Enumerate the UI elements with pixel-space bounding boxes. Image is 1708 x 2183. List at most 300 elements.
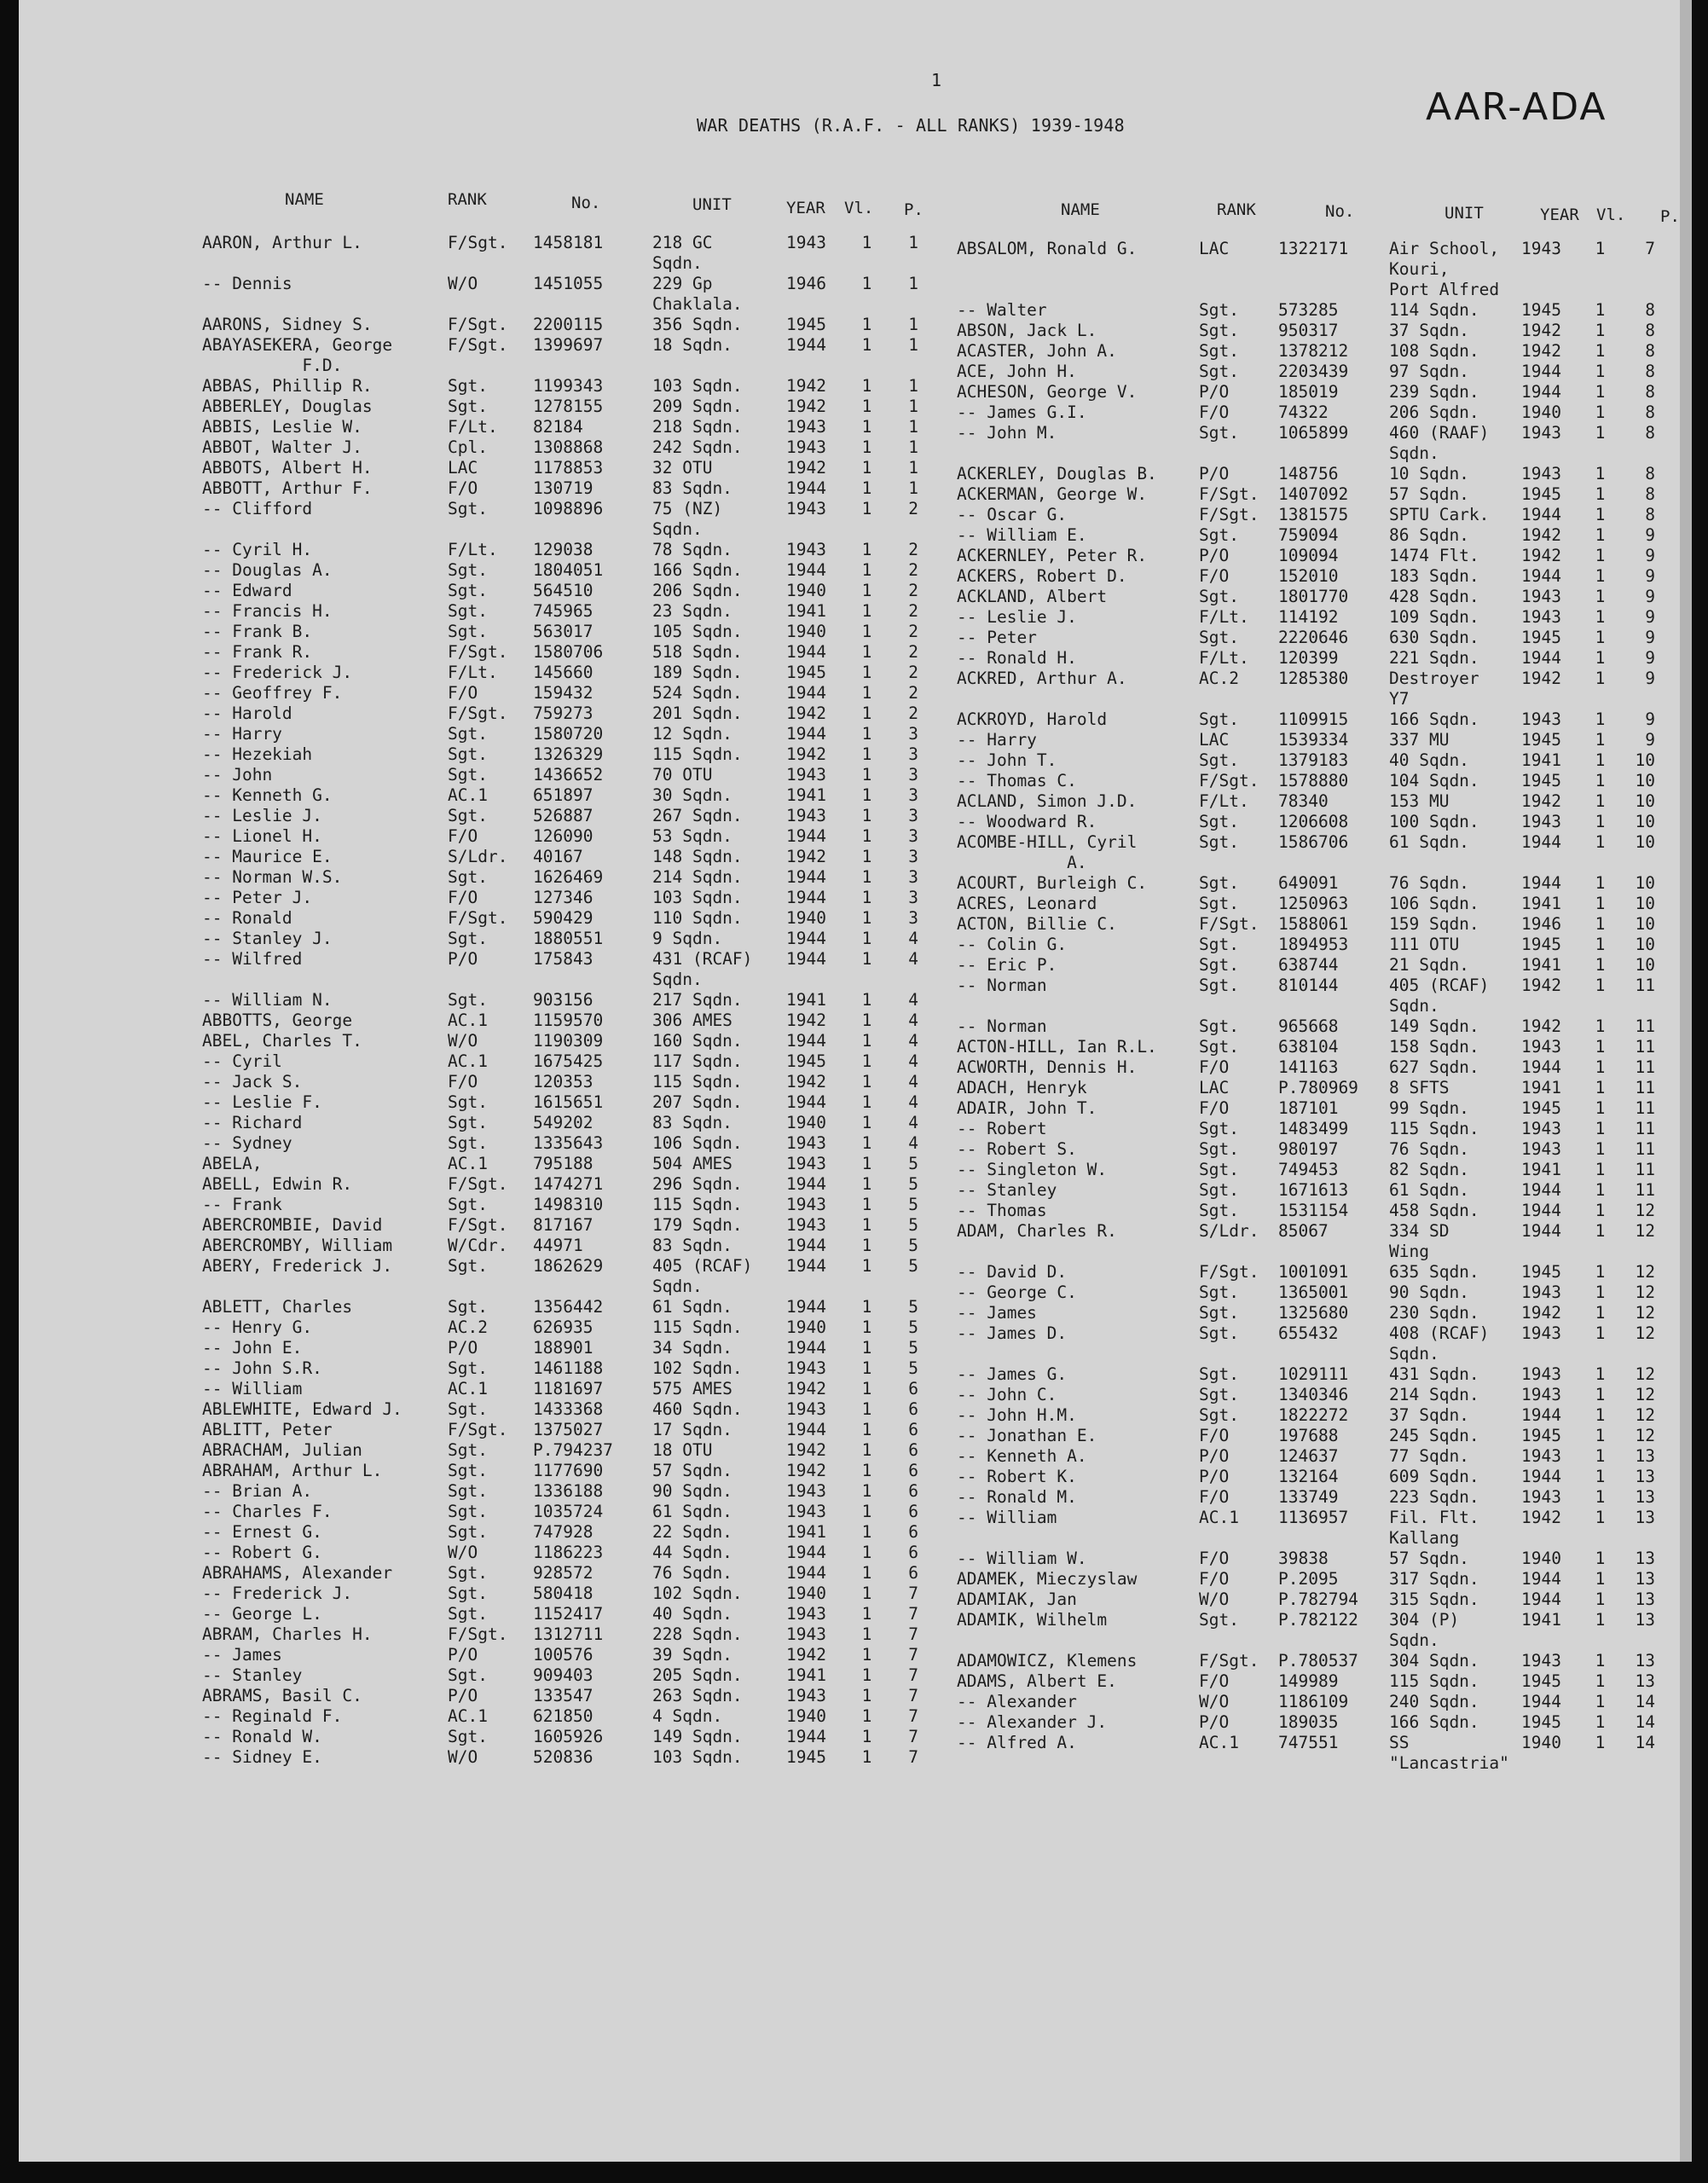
entry-rank bbox=[1199, 1344, 1278, 1364]
entry-rank: F/Sgt. bbox=[448, 335, 508, 355]
entry-year: 1942 bbox=[1521, 341, 1561, 361]
entry-rank: Sgt. bbox=[1199, 321, 1239, 340]
entry-unit: 206 Sqdn. bbox=[1389, 402, 1479, 422]
entry-rank: P/O bbox=[1199, 1467, 1230, 1486]
entry-service-number: P.782122 bbox=[1278, 1610, 1358, 1630]
entry-service-number: 1531154 bbox=[1278, 1201, 1349, 1220]
entry-volume: 1 bbox=[861, 233, 872, 252]
entry-page: 6 bbox=[908, 1502, 918, 1521]
entry-volume: 1 bbox=[861, 888, 872, 907]
left-header-rank: RANK bbox=[448, 190, 487, 209]
entry-volume: 1 bbox=[861, 1338, 872, 1358]
entry-unit: 405 (RCAF) bbox=[652, 1256, 753, 1276]
entry-service-number: 1801770 bbox=[1278, 587, 1349, 606]
entry-rank: F/Lt. bbox=[448, 540, 498, 559]
entry-name: ABLEWHITE, Edward J. bbox=[202, 1399, 402, 1419]
entry-service-number: 1098896 bbox=[533, 499, 604, 518]
entry-service-number: 655432 bbox=[1278, 1323, 1339, 1343]
entry-year bbox=[1521, 1753, 1581, 1774]
entry-name: ADAMS, Albert E. bbox=[957, 1671, 1117, 1691]
entry-page: 9 bbox=[1645, 546, 1655, 565]
entry-page: 8 bbox=[1645, 402, 1655, 422]
entry-year: 1944 bbox=[786, 867, 826, 887]
entry-unit: Sqdn. bbox=[652, 519, 703, 539]
entry-unit: 115 Sqdn. bbox=[652, 744, 743, 764]
entry-year: 1942 bbox=[786, 458, 826, 478]
entry-name: ABERY, Frederick J. bbox=[202, 1256, 393, 1276]
entry-service-number bbox=[1278, 1344, 1389, 1364]
entry-name bbox=[957, 689, 1199, 709]
entry-page: 13 bbox=[1635, 1549, 1655, 1568]
entry-rank: Sgt. bbox=[448, 1522, 488, 1542]
entry-volume bbox=[1581, 1242, 1619, 1262]
entry-year: 1943 bbox=[1521, 1487, 1561, 1507]
entry-service-number: 1381575 bbox=[1278, 505, 1349, 524]
entry-unit: 221 Sqdn. bbox=[1389, 648, 1479, 668]
entry-page: 5 bbox=[908, 1317, 918, 1337]
entry-service-number: 1379183 bbox=[1278, 750, 1349, 770]
entry-volume: 1 bbox=[1595, 1283, 1606, 1302]
entry-rank: Sgt. bbox=[448, 601, 488, 621]
record-row bbox=[202, 1277, 918, 1297]
entry-year: 1942 bbox=[786, 397, 826, 416]
entry-rank: Sgt. bbox=[448, 1133, 488, 1153]
entry-service-number bbox=[1278, 1528, 1389, 1549]
entry-year: 1942 bbox=[1521, 669, 1561, 688]
entry-year: 1943 bbox=[786, 765, 826, 785]
entry-year: 1940 bbox=[786, 1113, 826, 1132]
entry-rank: Sgt. bbox=[1199, 1303, 1239, 1323]
entry-name: ABBERLEY, Douglas bbox=[202, 397, 373, 416]
entry-year: 1942 bbox=[786, 376, 826, 396]
entry-unit: 70 OTU bbox=[652, 765, 713, 785]
entry-unit bbox=[652, 356, 786, 376]
entry-unit: 159 Sqdn. bbox=[1389, 914, 1479, 934]
entry-year: 1944 bbox=[1521, 1589, 1561, 1609]
record-row bbox=[957, 791, 1655, 812]
entry-rank: Sgt. bbox=[1199, 362, 1239, 381]
entry-unit: Chaklala. bbox=[652, 294, 743, 314]
entry-service-number: 520836 bbox=[533, 1747, 593, 1767]
entry-volume: 1 bbox=[1595, 1078, 1606, 1097]
entry-name bbox=[202, 970, 448, 990]
record-row bbox=[957, 1160, 1655, 1180]
record-row bbox=[957, 587, 1655, 607]
entry-volume bbox=[1581, 1630, 1619, 1651]
record-row bbox=[957, 1549, 1655, 1569]
entry-unit: 37 Sqdn. bbox=[1389, 1405, 1469, 1425]
entry-volume: 1 bbox=[861, 1358, 872, 1378]
entry-volume: 1 bbox=[1595, 607, 1606, 627]
entry-unit: 214 Sqdn. bbox=[652, 867, 743, 887]
entry-page: 1 bbox=[908, 437, 918, 457]
entry-volume: 1 bbox=[1595, 1201, 1606, 1220]
entry-page: 5 bbox=[908, 1195, 918, 1214]
entry-year bbox=[1521, 1242, 1581, 1262]
entry-service-number: 1186223 bbox=[533, 1543, 604, 1562]
entry-service-number: 1065899 bbox=[1278, 423, 1349, 443]
entry-name: -- Oscar G. bbox=[957, 505, 1068, 524]
record-row bbox=[957, 1221, 1655, 1242]
entry-volume: 1 bbox=[1595, 1262, 1606, 1282]
entry-name: ACE, John H. bbox=[957, 362, 1077, 381]
entry-unit: 223 Sqdn. bbox=[1389, 1487, 1479, 1507]
entry-year: 1944 bbox=[786, 1297, 826, 1317]
record-row bbox=[957, 566, 1655, 587]
entry-page: 8 bbox=[1645, 464, 1655, 484]
entry-unit: 105 Sqdn. bbox=[652, 622, 743, 641]
entry-rank: AC.1 bbox=[1199, 1508, 1239, 1527]
entry-year: 1945 bbox=[1521, 771, 1561, 790]
entry-rank: LAC bbox=[1199, 239, 1230, 258]
entry-unit: 317 Sqdn. bbox=[1389, 1569, 1479, 1589]
entry-name: ADAIR, John T. bbox=[957, 1098, 1097, 1118]
entry-rank: Sgt. bbox=[448, 929, 488, 948]
entry-unit: 431 (RCAF) bbox=[652, 949, 753, 969]
entry-volume: 1 bbox=[1595, 300, 1606, 320]
entry-volume: 1 bbox=[861, 376, 872, 396]
record-row bbox=[957, 1078, 1655, 1098]
record-row bbox=[957, 1753, 1655, 1774]
entry-page bbox=[1619, 1528, 1655, 1549]
entry-rank: P/O bbox=[1199, 464, 1230, 484]
entry-year: 1944 bbox=[786, 683, 826, 703]
entry-year: 1942 bbox=[1521, 976, 1561, 995]
entry-unit: 103 Sqdn. bbox=[652, 888, 743, 907]
entry-page: 10 bbox=[1635, 750, 1655, 770]
record-row bbox=[202, 1399, 918, 1420]
entry-unit: 102 Sqdn. bbox=[652, 1358, 743, 1378]
entry-page: 10 bbox=[1635, 894, 1655, 913]
entry-name: -- Brian A. bbox=[202, 1481, 313, 1501]
entry-rank: F/Lt. bbox=[448, 663, 498, 682]
entry-name: ACRES, Leonard bbox=[957, 894, 1097, 913]
entry-volume: 1 bbox=[1595, 709, 1606, 729]
entry-year: 1945 bbox=[1521, 1426, 1561, 1445]
entry-rank: Sgt. bbox=[448, 581, 488, 600]
entry-year: 1945 bbox=[1521, 1671, 1561, 1691]
entry-year: 1944 bbox=[786, 1236, 826, 1255]
entry-service-number: 590429 bbox=[533, 908, 593, 928]
entry-service-number: 127346 bbox=[533, 888, 593, 907]
entry-page bbox=[1619, 1630, 1655, 1651]
entry-page bbox=[1619, 1344, 1655, 1364]
entry-rank: F/Sgt. bbox=[1199, 771, 1259, 790]
record-row bbox=[202, 335, 918, 356]
entry-name: -- Robert S. bbox=[957, 1139, 1077, 1159]
entry-name: ABRAHAM, Arthur L. bbox=[202, 1461, 383, 1480]
entry-page bbox=[886, 519, 918, 540]
entry-name: -- Frank R. bbox=[202, 642, 313, 662]
entry-volume: 1 bbox=[1595, 832, 1606, 852]
entry-volume: 1 bbox=[1595, 546, 1606, 565]
entry-rank: F/Sgt. bbox=[448, 1420, 508, 1439]
entry-rank: F/O bbox=[1199, 1057, 1230, 1077]
record-row bbox=[202, 601, 918, 622]
entry-year: 1943 bbox=[786, 1215, 826, 1235]
entry-rank: Sgt. bbox=[448, 1665, 488, 1685]
entry-year: 1943 bbox=[786, 1358, 826, 1378]
entry-volume: 1 bbox=[1595, 1323, 1606, 1343]
entry-rank: Sgt. bbox=[1199, 955, 1239, 975]
entry-service-number: 189035 bbox=[1278, 1712, 1339, 1732]
entry-year: 1943 bbox=[1521, 423, 1561, 443]
entry-unit: 115 Sqdn. bbox=[652, 1072, 743, 1092]
entry-rank: P/O bbox=[448, 1338, 478, 1358]
entry-rank: Sgt. bbox=[1199, 1016, 1239, 1036]
entry-volume: 1 bbox=[861, 1133, 872, 1153]
record-row bbox=[957, 771, 1655, 791]
entry-name: -- Peter bbox=[957, 628, 1037, 647]
entry-name: -- Cyril bbox=[202, 1051, 282, 1071]
entry-service-number: 120353 bbox=[533, 1072, 593, 1092]
entry-name: -- Reginald F. bbox=[202, 1706, 343, 1726]
entry-name: ACKLAND, Albert bbox=[957, 587, 1108, 606]
entry-unit: 306 AMES bbox=[652, 1010, 732, 1030]
entry-service-number: 130719 bbox=[533, 478, 593, 498]
record-row bbox=[202, 1563, 918, 1584]
entry-name bbox=[957, 1344, 1199, 1364]
entry-unit: Sqdn. bbox=[652, 1277, 703, 1296]
entry-page: 12 bbox=[1635, 1385, 1655, 1404]
record-row bbox=[202, 1584, 918, 1604]
entry-service-number: 1336188 bbox=[533, 1481, 604, 1501]
entry-volume: 1 bbox=[861, 1727, 872, 1746]
entry-rank: F/O bbox=[448, 1072, 478, 1092]
entry-year: 1944 bbox=[786, 1092, 826, 1112]
record-row bbox=[202, 274, 918, 294]
record-row bbox=[957, 423, 1655, 443]
entry-name: -- Robert bbox=[957, 1119, 1047, 1138]
entry-name: -- James G.I. bbox=[957, 402, 1087, 422]
entry-rank: Sgt. bbox=[448, 765, 488, 785]
entry-rank: Sgt. bbox=[1199, 341, 1239, 361]
record-row bbox=[202, 1686, 918, 1706]
entry-page: 3 bbox=[908, 744, 918, 764]
entry-page: 1 bbox=[908, 274, 918, 293]
entry-volume bbox=[1581, 1753, 1619, 1774]
entry-name: -- John C. bbox=[957, 1385, 1057, 1404]
entry-service-number: 573285 bbox=[1278, 300, 1339, 320]
entry-rank: F/O bbox=[1199, 566, 1230, 586]
entry-volume bbox=[1581, 689, 1619, 709]
entry-service-number: 1862629 bbox=[533, 1256, 604, 1276]
record-row bbox=[202, 724, 918, 744]
entry-page: 2 bbox=[908, 560, 918, 580]
record-row bbox=[957, 1405, 1655, 1426]
entry-name: -- Douglas A. bbox=[202, 560, 333, 580]
entry-year: 1940 bbox=[786, 1706, 826, 1726]
record-row bbox=[957, 1139, 1655, 1160]
entry-unit: 9 Sqdn. bbox=[652, 929, 723, 948]
entry-unit: SS bbox=[1389, 1733, 1410, 1752]
record-row bbox=[957, 280, 1655, 300]
entry-volume: 1 bbox=[861, 1522, 872, 1542]
entry-service-number: 100576 bbox=[533, 1645, 593, 1665]
entry-name bbox=[202, 1277, 448, 1297]
entry-unit: 627 Sqdn. bbox=[1389, 1057, 1479, 1077]
record-row bbox=[957, 1589, 1655, 1610]
entry-page: 13 bbox=[1635, 1508, 1655, 1527]
entry-volume: 1 bbox=[861, 1747, 872, 1767]
entry-year: 1944 bbox=[786, 888, 826, 907]
entry-name: ACTON-HILL, Ian R.L. bbox=[957, 1037, 1157, 1057]
entry-name: -- Harry bbox=[957, 730, 1037, 750]
entry-rank: Sgt. bbox=[1199, 1283, 1239, 1302]
entry-unit: 53 Sqdn. bbox=[652, 826, 732, 846]
entry-page: 4 bbox=[908, 1113, 918, 1132]
entry-volume: 1 bbox=[861, 1645, 872, 1665]
entry-unit: 12 Sqdn. bbox=[652, 724, 732, 744]
entry-year: 1944 bbox=[1521, 382, 1561, 402]
right-header-name: NAME bbox=[1061, 200, 1100, 219]
entry-rank: AC.1 bbox=[448, 1154, 488, 1173]
entry-volume: 1 bbox=[861, 1174, 872, 1194]
record-row bbox=[202, 1543, 918, 1563]
entry-name: -- Ronald M. bbox=[957, 1487, 1077, 1507]
entry-volume: 1 bbox=[1595, 1405, 1606, 1425]
entry-year: 1942 bbox=[786, 1379, 826, 1398]
entry-page: 4 bbox=[908, 990, 918, 1010]
entry-page bbox=[1619, 280, 1655, 300]
entry-unit: 103 Sqdn. bbox=[652, 376, 743, 396]
entry-page: 3 bbox=[908, 867, 918, 887]
entry-volume: 1 bbox=[861, 785, 872, 805]
entry-page: 3 bbox=[908, 888, 918, 907]
entry-service-number: 1322171 bbox=[1278, 239, 1349, 258]
record-row bbox=[202, 1031, 918, 1051]
entry-name: ADAMEK, Mieczyslaw bbox=[957, 1569, 1138, 1589]
entry-year: 1942 bbox=[786, 847, 826, 866]
entry-name: ABERCROMBY, William bbox=[202, 1236, 393, 1255]
entry-service-number: 120399 bbox=[1278, 648, 1339, 668]
entry-service-number: 651897 bbox=[533, 785, 593, 805]
entry-unit: 40 Sqdn. bbox=[1389, 750, 1469, 770]
entry-name bbox=[957, 1528, 1199, 1549]
record-row bbox=[957, 362, 1655, 382]
entry-page: 11 bbox=[1635, 1057, 1655, 1077]
entry-year: 1945 bbox=[1521, 730, 1561, 750]
entry-name: -- David D. bbox=[957, 1262, 1068, 1282]
entry-unit: 230 Sqdn. bbox=[1389, 1303, 1479, 1323]
record-row bbox=[202, 1195, 918, 1215]
entry-volume: 1 bbox=[861, 1624, 872, 1644]
entry-name: -- Ernest G. bbox=[202, 1522, 322, 1542]
entry-service-number: 44971 bbox=[533, 1236, 583, 1255]
entry-volume bbox=[1581, 1344, 1619, 1364]
entry-page: 5 bbox=[908, 1154, 918, 1173]
entry-rank: Sgt. bbox=[448, 1399, 488, 1419]
record-row bbox=[202, 253, 918, 274]
entry-name: -- John E. bbox=[202, 1338, 303, 1358]
entry-name: ACKERS, Robert D. bbox=[957, 566, 1127, 586]
entry-year: 1941 bbox=[786, 785, 826, 805]
record-row bbox=[957, 525, 1655, 546]
entry-service-number: 1326329 bbox=[533, 744, 604, 764]
entry-page: 7 bbox=[908, 1584, 918, 1603]
record-row bbox=[202, 888, 918, 908]
record-row bbox=[202, 1051, 918, 1072]
entry-volume: 1 bbox=[1595, 1160, 1606, 1179]
entry-page: 6 bbox=[908, 1563, 918, 1583]
record-row bbox=[957, 1057, 1655, 1078]
record-row bbox=[957, 750, 1655, 771]
entry-unit: Kouri, bbox=[1389, 259, 1450, 279]
record-row bbox=[957, 484, 1655, 505]
record-row bbox=[957, 259, 1655, 280]
left-header-year: YEAR bbox=[786, 199, 825, 217]
record-row bbox=[202, 1133, 918, 1154]
entry-page: 4 bbox=[908, 1031, 918, 1051]
entry-service-number: 85067 bbox=[1278, 1221, 1329, 1241]
entry-page: 9 bbox=[1645, 628, 1655, 647]
entry-year: 1942 bbox=[1521, 791, 1561, 811]
record-row bbox=[202, 540, 918, 560]
entry-service-number: 549202 bbox=[533, 1113, 593, 1132]
entry-service-number: 1186109 bbox=[1278, 1692, 1349, 1711]
entry-rank bbox=[448, 1277, 533, 1297]
record-row bbox=[202, 1624, 918, 1645]
entry-volume: 1 bbox=[1595, 648, 1606, 668]
entry-rank: Sgt. bbox=[448, 397, 488, 416]
entry-volume: 1 bbox=[1595, 1180, 1606, 1200]
entry-service-number: 129038 bbox=[533, 540, 593, 559]
entry-service-number: 1605926 bbox=[533, 1727, 604, 1746]
record-row bbox=[202, 1010, 918, 1031]
entry-page: 11 bbox=[1635, 1037, 1655, 1057]
right-header-number: No. bbox=[1325, 202, 1355, 221]
entry-unit: Port Alfred bbox=[1389, 280, 1500, 299]
entry-year: 1943 bbox=[1521, 239, 1561, 258]
entry-service-number: 159432 bbox=[533, 683, 593, 703]
entry-rank bbox=[448, 519, 533, 540]
entry-rank bbox=[1199, 853, 1278, 873]
entry-page: 8 bbox=[1645, 382, 1655, 402]
entry-volume: 1 bbox=[861, 1420, 872, 1439]
entry-rank: F/Sgt. bbox=[448, 233, 508, 252]
entry-rank: AC.2 bbox=[448, 1317, 488, 1337]
record-row bbox=[202, 233, 918, 253]
entry-rank: F/Lt. bbox=[1199, 791, 1249, 811]
entry-page: 11 bbox=[1635, 1016, 1655, 1036]
entry-unit: 44 Sqdn. bbox=[652, 1543, 732, 1562]
entry-rank: Sgt. bbox=[448, 1502, 488, 1521]
left-header-volume: Vl. bbox=[844, 199, 874, 217]
record-row bbox=[957, 1323, 1655, 1344]
entry-unit: 205 Sqdn. bbox=[652, 1665, 743, 1685]
entry-page: 1 bbox=[908, 376, 918, 396]
entry-unit: 1474 Flt. bbox=[1389, 546, 1479, 565]
entry-unit: 160 Sqdn. bbox=[652, 1031, 743, 1051]
entry-unit: 242 Sqdn. bbox=[652, 437, 743, 457]
entry-page: 5 bbox=[908, 1174, 918, 1194]
entry-service-number: 39838 bbox=[1278, 1549, 1329, 1568]
entry-name: ACKRED, Arthur A. bbox=[957, 669, 1127, 688]
entry-name: -- James G. bbox=[957, 1364, 1068, 1384]
entry-name bbox=[957, 280, 1199, 300]
entry-year: 1943 bbox=[786, 1481, 826, 1501]
entry-rank: F/Sgt. bbox=[1199, 505, 1259, 524]
entry-volume: 1 bbox=[1595, 1057, 1606, 1077]
entry-year: 1943 bbox=[1521, 1139, 1561, 1159]
entry-service-number: 1483499 bbox=[1278, 1119, 1349, 1138]
entry-year: 1944 bbox=[786, 642, 826, 662]
entry-year: 1943 bbox=[1521, 1283, 1561, 1302]
entry-volume: 1 bbox=[1595, 1385, 1606, 1404]
entry-year: 1944 bbox=[1521, 362, 1561, 381]
entry-name: ABEL, Charles T. bbox=[202, 1031, 362, 1051]
entry-unit: SPTU Cark. bbox=[1389, 505, 1490, 524]
